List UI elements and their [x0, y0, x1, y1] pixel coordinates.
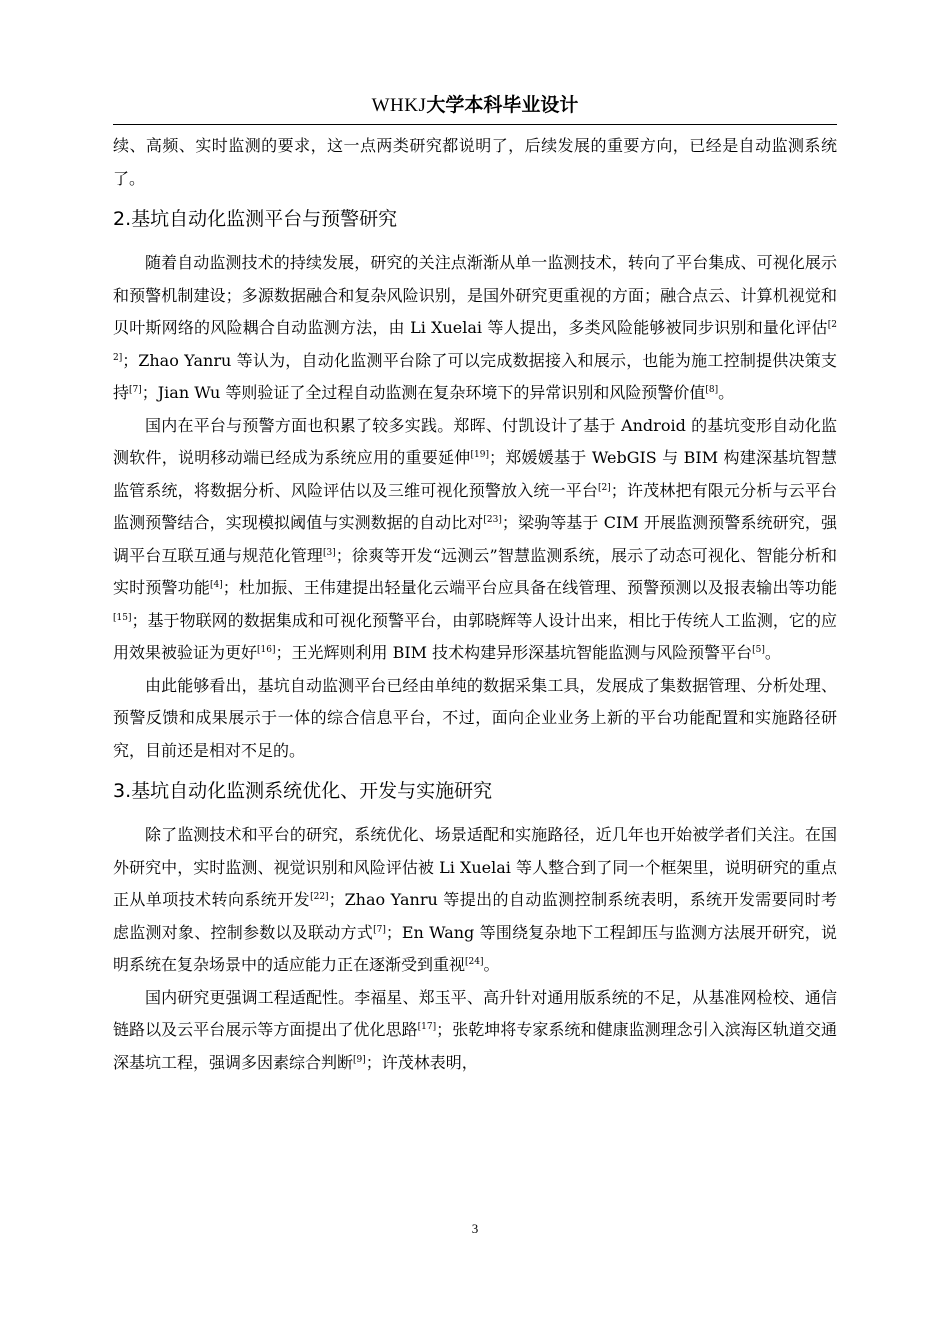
- paragraph-foreign-platform: [113, 247, 837, 410]
- document-body: [113, 130, 837, 1079]
- citation-ref: [4]: [210, 580, 223, 590]
- paragraph-foreign-system: [113, 819, 837, 982]
- page-number: 3: [471, 1221, 479, 1236]
- text-run: 。: [718, 383, 735, 402]
- citation-ref: [15]: [113, 612, 132, 623]
- citation-ref: [22]: [310, 892, 329, 902]
- paragraph-domestic-platform: [113, 410, 837, 670]
- text-run: ；王光辉则利用 BIM 技术构建异形深基坑智能监测与风险预警平台: [275, 643, 753, 662]
- header-divider: [113, 124, 837, 125]
- text-run: ；杜加振、王伟建提出轻量化云端平台应具备在线管理、预警预测以及报表输出等功能: [222, 578, 837, 597]
- running-header: [113, 90, 837, 121]
- citation-ref: [5]: [752, 645, 765, 655]
- text-run: ；张乾坤将专家系统和健康监测理念引入滨海区轨道交通深基坑工程，强调多因素综合判断: [113, 1020, 837, 1072]
- text-run: ；许茂林表明，: [365, 1052, 478, 1072]
- text-run: ；En Wang 等围绕复杂地下工程卸压与监测方法展开研究，说明系统在复杂场景中的适应能力正在逐渐受到重视: [113, 922, 837, 974]
- text-run: ；Jian Wu 等则验证了全过程自动监测在复杂环境下的异常识别和风险预警价值: [141, 383, 706, 402]
- text-run: ；Zhao Yanru 等认为，自动化监测平台除了可以完成数据接入和展示，也能为施工控制提供决策支持: [113, 350, 837, 402]
- paragraph-summary: 由此能够看出，基坑自动监测平台已经由单纯的数据采集工具，发展成了集数据管理、分析处理、预警反馈和成果展示于一体的综合信息平台，不过，面向企业业务上新的平台功能配置和实施路径研究，目前还是相对不足的。: [113, 675, 837, 760]
- citation-ref: [3]: [323, 547, 336, 558]
- citation-ref: [17]: [417, 1022, 437, 1032]
- citation-ref: [7]: [373, 924, 386, 935]
- text-run: 。: [483, 955, 500, 974]
- text-run: 除了监测技术和平台的研究，系统优化、场景适配和实施路径，近几年也开始被学者们关注。在国外研究中，实时监测、视觉识别和风险评估被 Li Xuelai 等人整合到了同一个框架里，说明研究的重点正从单项技术转向系统开发: [113, 825, 837, 909]
- citation-ref: [24]: [465, 957, 484, 967]
- text-run: 随着自动监测技术的持续发展，研究的关注点渐渐从单一监测技术，转向了平台集成、可视化展示和预警机制建设；多源数据融合和复杂风险识别，是国外研究更重视的方面；融合点云、计算机视觉和贝叶斯网络的风险耦合自动监测方法，由 Li Xuelai 等人提出，多类风险能够被同步识别和量化评估: [113, 253, 837, 337]
- text-run: ；梁驹等基于 CIM 开展监测预警系统研究，强调平台互联互通与规范化管理: [113, 513, 837, 565]
- text-run: 国内研究更强调工程适配性。李福星、郑玉平、高升针对通用版系统的不足，从基准网检校、通信链路以及云平台展示等方面提出了优化思路: [113, 987, 837, 1039]
- citation-ref: [19]: [470, 450, 489, 460]
- header-title: 大学本科毕业设计: [426, 94, 579, 116]
- citation-ref: [7]: [129, 385, 142, 395]
- text-run: 国内在平台与预警方面也积累了较多实践。郑晖、付凯设计了基于 Android 的基坑变形自动化监测软件，说明移动端已经成为系统应用的重要延伸: [113, 415, 837, 467]
- paragraph-domestic-system: [113, 982, 837, 1080]
- citation-ref: [2]: [598, 482, 611, 493]
- text-run: ；Zhao Yanru 等提出的自动监测控制系统表明，系统开发需要同时考虑监测对象、控制参数以及联动方式: [113, 890, 837, 942]
- citation-ref: [8]: [705, 385, 719, 395]
- citation-ref: [23]: [483, 515, 502, 525]
- text-run: ；郑媛媛基于 WebGIS 与 BIM 构建深基坑智慧监管系统，将数据分析、风险评估以及三维可视化预警放入统一平台: [113, 448, 837, 500]
- paragraph-continued: 续、高频、实时监测的要求，这一点两类研究都说明了，后续发展的重要方向，已经是自动监测系统了。: [113, 136, 837, 188]
- text-run: ；徐爽等开发“远测云”智慧监测系统，展示了动态可视化、智能分析和实时预警功能: [113, 545, 837, 597]
- section-heading-2: 2.基坑自动化监测平台与预警研究: [113, 208, 398, 230]
- text-run: ；许茂林把有限元分析与云平台监测预警结合，实现模拟阈值与实测数据的自动比对: [113, 480, 837, 532]
- section-heading-3: 3.基坑自动化监测系统优化、开发与实施研究: [113, 780, 493, 802]
- text-run: 。: [764, 643, 781, 662]
- citation-ref: [16]: [257, 645, 276, 655]
- header-latin: WHKJ: [371, 95, 427, 116]
- text-run: ；基于物联网的数据集成和可视化预警平台，由郭晓辉等人设计出来，相比于传统人工监测，它的应用效果被验证为更好: [113, 610, 837, 662]
- citation-ref: [22]: [113, 320, 837, 363]
- citation-ref: [9]: [353, 1054, 366, 1065]
